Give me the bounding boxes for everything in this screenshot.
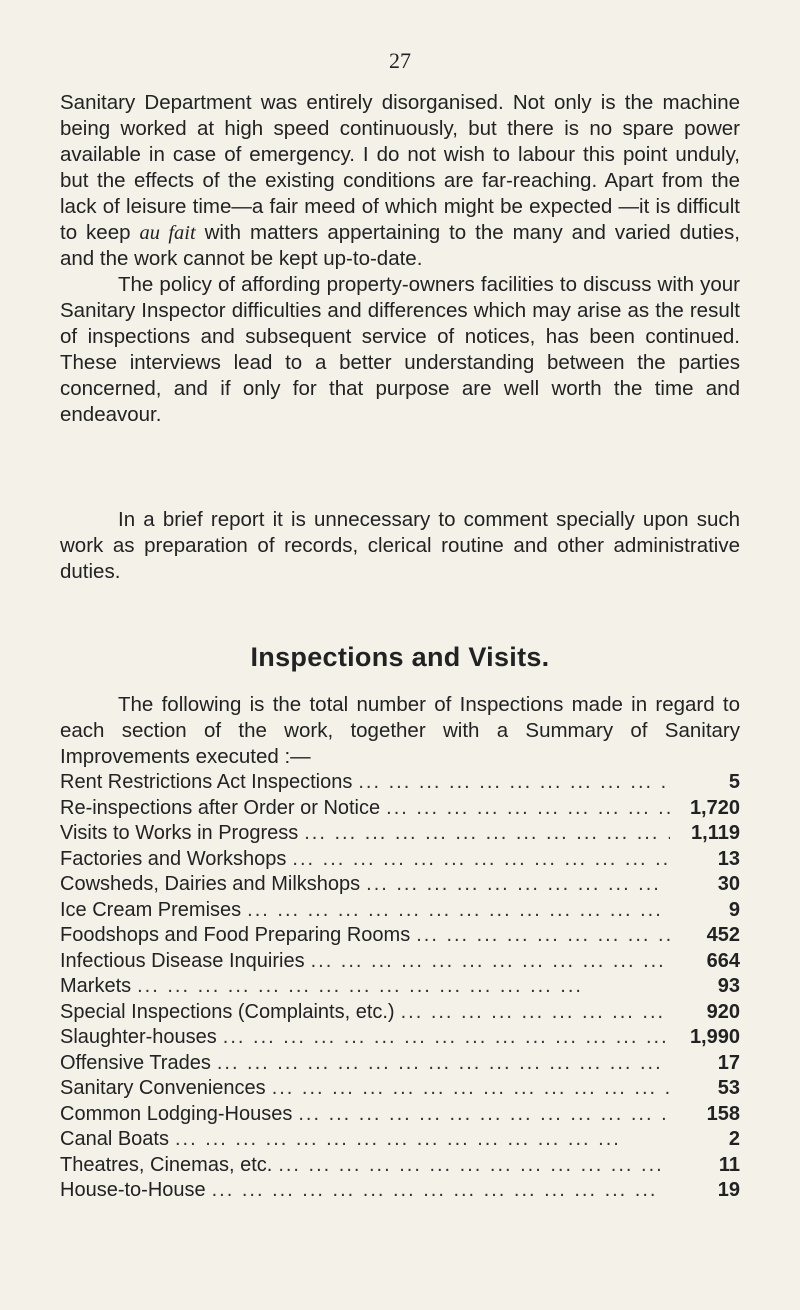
- page-number: 27: [389, 48, 411, 73]
- item-label: Markets: [60, 975, 132, 997]
- dot-leader: [352, 770, 670, 796]
- item-label: Ice Cream Premises: [60, 898, 242, 921]
- item-count: 13: [717, 847, 740, 870]
- item-count: 17: [717, 1051, 740, 1074]
- item-label: Infectious Disease Inquiries: [60, 949, 305, 972]
- item-label: Rent Restrictions Act Inspections: [60, 771, 353, 793]
- item-count: 452: [706, 924, 740, 946]
- paragraph-text: with matters appertaining to the many and varied duties, and the work cannot be kept up-to-date.: [60, 221, 740, 270]
- item-label: Offensive Trades: [60, 1051, 211, 1074]
- item-count: 5: [728, 771, 740, 793]
- item-label: Cowsheds, Dairies and Milkshops: [60, 873, 361, 895]
- item-count: 1,119: [691, 822, 740, 844]
- dot-leader: [286, 847, 670, 873]
- dot-leader: [211, 1051, 670, 1077]
- item-label: Foodshops and Food Preparing Rooms: [60, 924, 411, 946]
- dot-leader: [272, 1153, 670, 1179]
- list-item: [60, 1051, 740, 1077]
- dot-leader: [395, 1000, 670, 1026]
- dot-leader: [131, 974, 670, 1000]
- item-label: House-to-House: [60, 1179, 206, 1201]
- dot-leader: [298, 821, 670, 847]
- item-label: Factories and Workshops: [60, 847, 287, 870]
- item-label: Visits to Works in Progress: [60, 822, 299, 844]
- paragraph-text: Sanitary Department was entirely disorganised. Not only is the machine being worked at high speed continuously, but there is no spare power available in case of emergency. I do not wish to labour this point unduly, but the effects of the existing conditions are far-reaching. Apart from the lack of leisure time—a fair meed of which might be expected —it is difficult to keep: [60, 91, 740, 244]
- item-count: 11: [718, 1153, 740, 1176]
- list-item: [60, 796, 740, 822]
- item-label: Theatres, Cinemas, etc.: [60, 1153, 273, 1176]
- list-item: [60, 1076, 740, 1102]
- inspections-list: [60, 770, 740, 1204]
- list-item: [60, 923, 740, 949]
- list-item: [60, 847, 740, 873]
- list-item: [60, 821, 740, 847]
- item-count: 19: [717, 1179, 740, 1201]
- italic-phrase: au fait: [139, 222, 196, 244]
- dot-leader: [360, 872, 670, 898]
- item-count: 664: [706, 949, 740, 972]
- dot-leader: [410, 923, 670, 949]
- item-label: Slaughter-houses: [60, 1026, 217, 1048]
- dot-leader: [206, 1178, 670, 1204]
- list-item: [60, 1102, 740, 1128]
- item-count: 9: [728, 898, 740, 921]
- dot-leader: [169, 1127, 670, 1153]
- list-item: [60, 949, 740, 975]
- paragraph-policy: The policy of affording property-owners facilities to discuss with your Sanitary Inspector difficulties and differences which may arise as the result of inspections and subsequent service of notices, has been continued. These interviews lead to a better understanding between the parties concerned, and if only for that purpose are well worth the time and endeavour.: [60, 273, 740, 426]
- item-count: 2: [728, 1128, 740, 1150]
- section-heading: Inspections and Visits.: [250, 642, 550, 672]
- item-count: 93: [717, 975, 740, 997]
- list-item: [60, 1127, 740, 1153]
- paragraph-brief-report: In a brief report it is unnecessary to comment specially upon such work as preparation of records, clerical routine and other administrative duties.: [60, 508, 740, 583]
- item-count: 158: [706, 1102, 740, 1125]
- dot-leader: [266, 1076, 670, 1102]
- dot-leader: [217, 1025, 670, 1051]
- item-label: Special Inspections (Complaints, etc.): [60, 1000, 395, 1023]
- list-item: [60, 770, 740, 796]
- dot-leader: [241, 898, 670, 924]
- list-item: [60, 974, 740, 1000]
- item-count: 920: [706, 1000, 740, 1023]
- item-count: 1,720: [689, 796, 740, 819]
- dot-leader: [305, 949, 670, 975]
- item-count: 30: [717, 873, 740, 895]
- paragraph-continuation: [60, 90, 740, 272]
- list-item: [60, 898, 740, 924]
- item-count: 53: [717, 1077, 740, 1099]
- list-item: [60, 1025, 740, 1051]
- item-label: Re-inspections after Order or Notice: [60, 796, 381, 819]
- dot-leader: [380, 796, 670, 822]
- item-label: Canal Boats: [60, 1128, 169, 1150]
- list-item: [60, 1153, 740, 1179]
- item-label: Common Lodging-Houses: [60, 1102, 293, 1125]
- list-item: [60, 1178, 740, 1204]
- list-item: [60, 1000, 740, 1026]
- dot-leader: [292, 1102, 670, 1128]
- item-count: 1,990: [689, 1026, 740, 1048]
- list-item: [60, 872, 740, 898]
- item-label: Sanitary Conveniences: [60, 1077, 266, 1099]
- section-intro: The following is the total number of Inspections made in regard to each section of the work, together with a Summary of Sanitary Improvements executed :—: [60, 693, 740, 768]
